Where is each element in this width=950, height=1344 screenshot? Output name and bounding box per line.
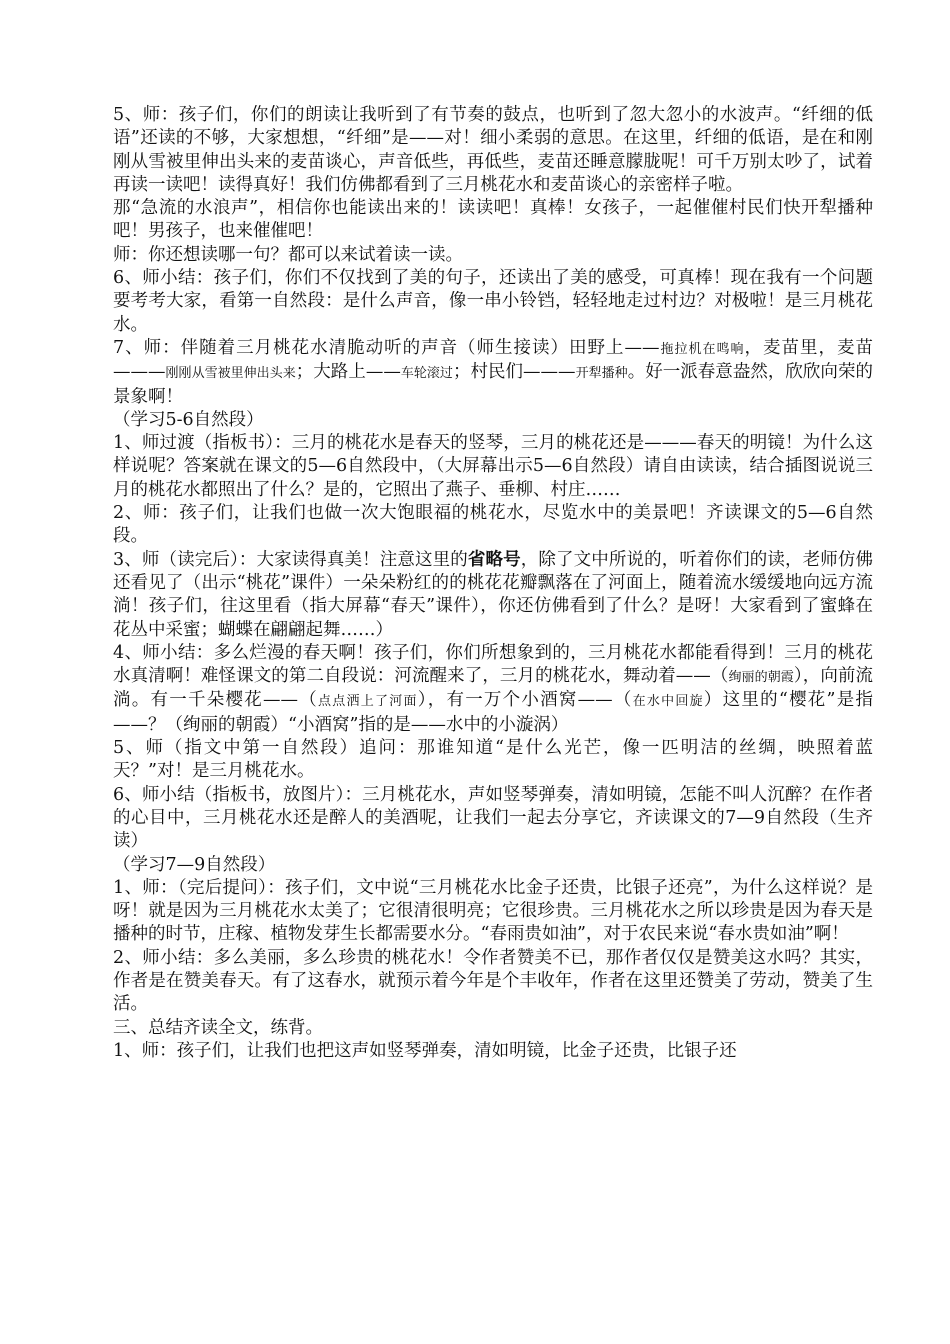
paragraph-1-final: 1、师：孩子们，让我们也把这声如竖琴弹奏，清如明镜，比金子还贵，比银子还: [113, 1040, 737, 1061]
paragraph-5-teacher-reading: 5、师：孩子们，你们的朗读让我听到了有节奏的鼓点，也听到了忽大忽小的水波声。“纤细的低语”还读的不够，大家想想，“纤细”是——对！细小柔弱的意思。在这里，纤细的低语，是在和刚刚从雪被里伸出头来的麦苗谈心，声音低些，再低些，麦苗还睡意朦胧呢！可千万别太吵了，试着再读一读吧！读得真好！我们仿佛都看到了三月桃花水和麦苗谈心的亲密样子啦。: [113, 105, 873, 195]
paragraph-1-question: 1、师：（完后提问）：孩子们，文中说“三月桃花水比金子还贵，比银子还亮”，为什么这样说？是呀！就是因为三月桃花水太美了；它很清很明亮；它很珍贵。三月桃花水之所以珍贵是因为春天是播种的时节，庄稼、植物发芽生长都需要水分。“春雨贵如油”，对于农民来说“春水贵如油”啊！: [113, 877, 873, 945]
p4-text-a: 4、师小结：多么烂漫的春天啊！孩子们，你们所想象到的，三月桃花水都能看得到！三月的桃花水真清啊！难怪课文的第二自段说：河流醒来了，三月的桃花水，舞动着——（: [113, 642, 873, 687]
paragraph-5-followup: 5、师（指文中第一自然段）追问：那谁知道“是什么光芒，像一匹明洁的丝绸，映照着蓝天？”对！是三月桃花水。: [113, 738, 873, 782]
p4-text-e: ），有一万个小酒窝——（: [417, 690, 633, 711]
p7-text-a: 7、师：伴随着三月桃花水清脆动听的声音（师生接读）田野上——: [113, 337, 660, 358]
paragraph-rapid-water: 那“急流的水浪声”，相信你也能读出来的！读读吧！真棒！女孩子，一起催催村民们快开犁播种吧！男孩子，也来催催吧！: [113, 198, 873, 242]
paragraph-teacher-question: 师：你还想读哪一句？都可以来试着读一读。: [113, 244, 463, 265]
p4-note-river-surface: 点点洒上了河面: [317, 694, 418, 710]
p7-text-i: 。好一派春意盎然，欣欣向荣的景象啊！: [113, 362, 873, 407]
section-heading-5-6: （学习5-6自然段）: [113, 409, 264, 430]
p3-text-c: ，除了文中所说的，听着你们的读，老师仿佛还看见了（出示“桃花”课件）一朵朵粉红的的桃花花瓣飘落在了河面上，随着流水缓缓地向远方流淌！孩子们，往这里看（指大屏幕“春天”课件），你还仿佛看到了什么？是呀！大家看到了蜜蜂在花丛中采蜜；蝴蝶在翩翩起舞……）: [113, 549, 874, 640]
p7-text-c: ，麦苗里，麦苗———: [113, 337, 873, 383]
paragraph-2-teacher: 2、师：孩子们，让我们也做一次大饱眼福的桃花水，尽览水中的美景吧！齐读课文的5—6自然段。: [113, 503, 873, 547]
p7-note-wheels: 车轮滚过: [400, 366, 453, 382]
p4-note-rosy-clouds: 绚丽的朝霞: [728, 670, 794, 686]
paragraph-1-transition: 1、师过渡（指板书）：三月的桃花水是春天的竖琴，三月的桃花还是———春天的明镜！为什么这样说呢？答案就在课文的5—6自然段中，（大屏幕出示5—6自然段）请自由读读，结合插图说说三月的桃花水都照出了什么？是的，它照出了燕子、垂柳、村庄……: [113, 433, 873, 500]
p7-text-e: ；大路上——: [295, 362, 401, 383]
p7-text-g: ；村民们———: [452, 362, 576, 383]
p3-text-a: 3、师（读完后）：大家读得真美！注意这里的: [113, 549, 468, 570]
paragraph-6-summary: 6、师小结：孩子们，你们不仅找到了美的句子，还读出了美的感受，可真棒！现在我有一个问题要考考大家，看第一自然段：是什么声音，像一串小铃铛，轻轻地走过村边？对极啦！是三月桃花水。: [113, 268, 873, 335]
section-heading-three: 三、总结齐读全文，练背。: [113, 1017, 323, 1038]
paragraph-2-summary: 2、师小结：多么美丽，多么珍贵的桃花水！令作者赞美不已，那作者仅仅是赞美这水吗？其实，作者是在赞美春天。有了这春水，就预示着今年是个丰收年，作者在这里还赞美了劳动，赞美了生活。: [113, 947, 873, 1015]
p4-text-c: ），向前流淌。有一千朵樱花——（: [113, 666, 873, 711]
paragraph-6-summary-board: 6、师小结（指板书，放图片）：三月桃花水，声如竖琴弹奏，清如明镜，怎能不叫人沉醉？在作者的心目中，三月桃花水还是醉人的美酒呢，让我们一起去分享它，齐读课文的7—9自然段（生齐读）: [113, 784, 873, 852]
section-heading-7-9: （学习7—9自然段）: [113, 854, 276, 875]
p7-note-tractor: 拖拉机在鸣响: [659, 341, 745, 357]
paragraph-3-teacher: [113, 549, 873, 642]
p4-text-g: ）这里的“樱花”是指——？（绚丽的朝霞）“小酒窝”指的是——水中的小漩涡）: [113, 690, 873, 735]
p7-note-wheat: 刚刚从雪被里伸出头来: [165, 366, 296, 382]
p3-ellipsis-term: 省略号: [467, 549, 521, 570]
paragraph-4-summary: [113, 642, 873, 737]
p4-note-swirl: 在水中回旋: [632, 694, 704, 710]
document-body: [113, 104, 873, 1063]
paragraph-7-teacher: [113, 337, 873, 409]
p7-note-plough: 开犁播种: [575, 366, 628, 382]
